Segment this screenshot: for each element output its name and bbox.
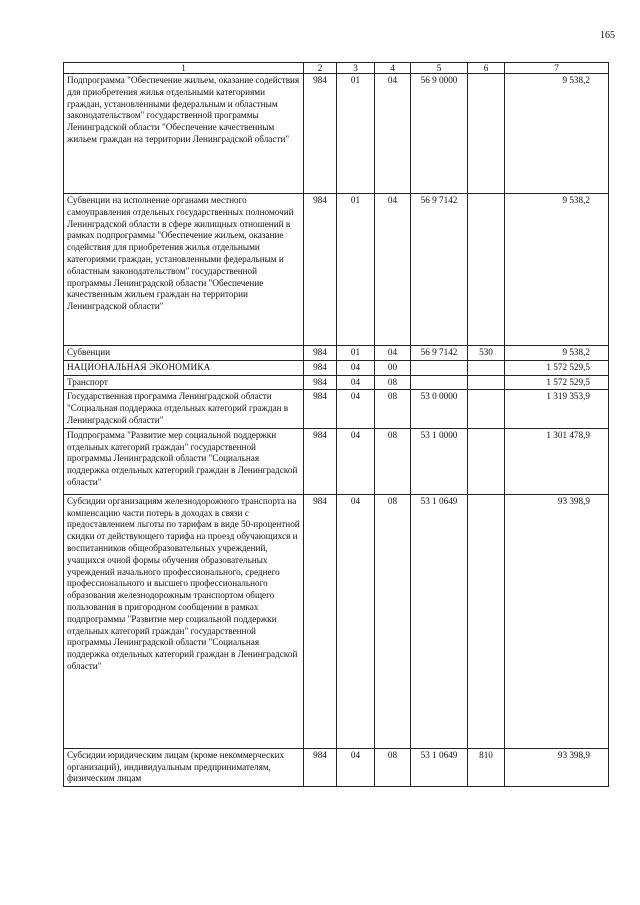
page-number: 165 (600, 30, 615, 41)
cell-expense-type (468, 74, 505, 194)
table-row (64, 748, 609, 786)
cell-section: 04 (337, 390, 375, 428)
cell-expense-type (468, 194, 505, 346)
cell-subsection: 08 (375, 428, 411, 494)
row-name: Субвенции на исполнение органами местного самоуправления отдельных государственных полномочий Ленинградской области в сфере жилищных отношений в рамках подпрограммы "Обеспечение жильем, оказание содействия для приобретения жилья отдельными категориями граждан, установленными федеральным и областным законодательством" государственной программы Ленинградской области "Обеспечение качественным жильем граждан на территории Ленинградской области" (64, 194, 304, 346)
cell-amount: 1 572 529,5 (505, 375, 609, 390)
cell-subsection: 08 (375, 494, 411, 748)
row-name: Субсидии организациям железнодорожного транспорта на компенсацию части потерь в доходах в связи с предоставлением льготы по тарифам в виде 50-процентной скидки от действующего тарифа на проезд обучающихся и воспитанников общеобразовательных учреждений, учащихся очной формы обучения образовательных учреждений начального профессионального, среднего профессионального и высшего профессионального образования железнодорожным транспортом общего пользования в пригородном сообщении в рамках подпрограммы "Развитие мер социальной поддержки отдельных категорий граждан" государственной программы Ленинградской области "Социальная поддержка отдельных категорий граждан в Ленинградской области" (64, 494, 304, 748)
cell-section: 04 (337, 375, 375, 390)
cell-section: 04 (337, 360, 375, 375)
cell-target: 53 1 0649 (411, 748, 468, 786)
cell-expense-type (468, 390, 505, 428)
cell-target: 56 9 7142 (411, 194, 468, 346)
header-col-1: 1 (64, 63, 304, 74)
cell-expense-type: 530 (468, 346, 505, 361)
cell-subsection: 00 (375, 360, 411, 375)
cell-target: 53 1 0000 (411, 428, 468, 494)
cell-subsection: 08 (375, 748, 411, 786)
cell-expense-type (468, 428, 505, 494)
cell-ministry: 984 (304, 390, 337, 428)
row-name: Субвенции (64, 346, 304, 361)
cell-target: 56 9 7142 (411, 346, 468, 361)
row-name: Транспорт (64, 375, 304, 390)
cell-section: 01 (337, 194, 375, 346)
header-col-4: 4 (375, 63, 411, 74)
cell-ministry: 984 (304, 494, 337, 748)
cell-amount: 1 572 529,5 (505, 360, 609, 375)
cell-section: 04 (337, 748, 375, 786)
budget-table (63, 62, 609, 787)
table-row (64, 494, 609, 748)
cell-amount: 9 538,2 (505, 346, 609, 361)
row-name: Подпрограмма "Развитие мер социальной поддержки отдельных категорий граждан" государственной программы Ленинградской области "Социальная поддержка отдельных категорий граждан в Ленинградской области" (64, 428, 304, 494)
cell-amount: 93 398,9 (505, 494, 609, 748)
cell-target: 53 1 0649 (411, 494, 468, 748)
table-row (64, 375, 609, 390)
cell-ministry: 984 (304, 748, 337, 786)
cell-ministry: 984 (304, 428, 337, 494)
cell-target: 56 9 0000 (411, 74, 468, 194)
header-col-2: 2 (304, 63, 337, 74)
cell-amount: 93 398,9 (505, 748, 609, 786)
cell-ministry: 984 (304, 360, 337, 375)
table-row (64, 360, 609, 375)
cell-section: 04 (337, 494, 375, 748)
row-name: Государственная программа Ленинградской области "Социальная поддержка отдельных категорий граждан в Ленинградской области" (64, 390, 304, 428)
cell-ministry: 984 (304, 375, 337, 390)
table-row (64, 194, 609, 346)
cell-expense-type: 810 (468, 748, 505, 786)
cell-target (411, 360, 468, 375)
header-col-5: 5 (411, 63, 468, 74)
cell-section: 01 (337, 74, 375, 194)
cell-expense-type (468, 375, 505, 390)
cell-expense-type (468, 360, 505, 375)
header-row (64, 63, 609, 74)
table-row (64, 428, 609, 494)
cell-subsection: 08 (375, 375, 411, 390)
cell-section: 01 (337, 346, 375, 361)
cell-amount: 9 538,2 (505, 194, 609, 346)
header-col-7: 7 (505, 63, 609, 74)
table-row (64, 74, 609, 194)
cell-ministry: 984 (304, 346, 337, 361)
row-name: Субсидии юридическим лицам (кроме некоммерческих организаций), индивидуальным предпринимателям, физическим лицам (64, 748, 304, 786)
cell-target (411, 375, 468, 390)
cell-ministry: 984 (304, 74, 337, 194)
header-col-6: 6 (468, 63, 505, 74)
cell-subsection: 04 (375, 74, 411, 194)
cell-section: 04 (337, 428, 375, 494)
cell-subsection: 08 (375, 390, 411, 428)
header-col-3: 3 (337, 63, 375, 74)
cell-ministry: 984 (304, 194, 337, 346)
cell-target: 53 0 0000 (411, 390, 468, 428)
cell-subsection: 04 (375, 346, 411, 361)
cell-subsection: 04 (375, 194, 411, 346)
cell-amount: 1 319 353,9 (505, 390, 609, 428)
cell-amount: 1 301 478,9 (505, 428, 609, 494)
row-name: НАЦИОНАЛЬНАЯ ЭКОНОМИКА (64, 360, 304, 375)
table-row (64, 346, 609, 361)
cell-amount: 9 538,2 (505, 74, 609, 194)
table-row (64, 390, 609, 428)
cell-expense-type (468, 494, 505, 748)
row-name: Подпрограмма "Обеспечение жильем, оказание содействия для приобретения жилья отдельными категориями граждан, установленными федеральным и областным законодательством" государственной программы Ленинградской области "Обеспечение качественным жильем граждан на территории Ленинградской области" (64, 74, 304, 194)
